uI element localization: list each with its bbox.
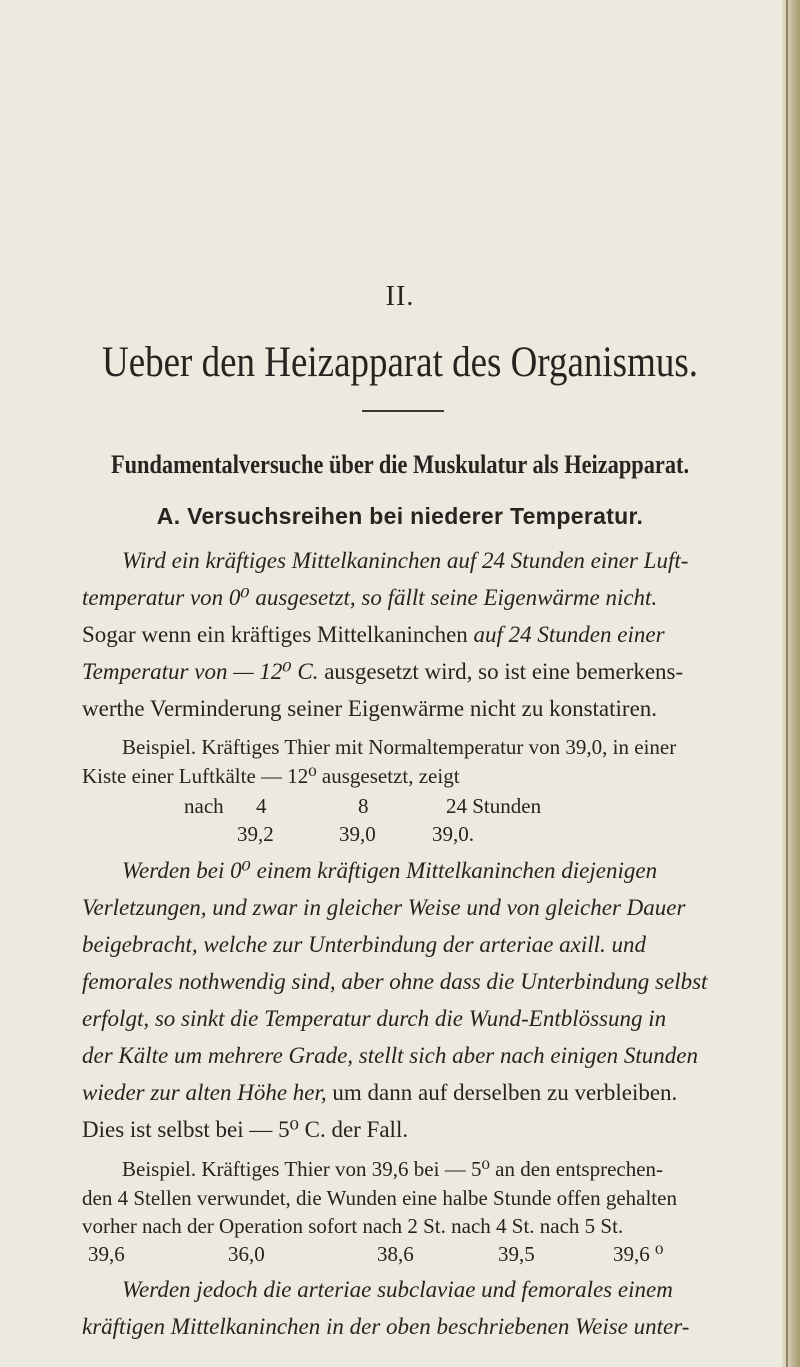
example1-line2: Kiste einer Luftkälte — 12⁰ ausgesetzt, zeigt [82,764,460,788]
example2-line1: Beispiel. Kräftiges Thier von 39,6 bei — 5⁰ an den entsprechen- [122,1157,664,1181]
paragraph2-line1: Werden bei 0⁰ einem kräftigen Mittelkaninchen diejenigen [122,858,658,883]
paragraph1-line2: temperatur von 0⁰ ausgesetzt, so fällt seine Eigenwärme nicht. [82,585,658,610]
example1-hour: 8 [358,794,369,818]
example2-temp: 36,0 [228,1242,265,1266]
paragraph3-line1: Werden jedoch die arteriae subclaviae und femorales einem [122,1277,673,1302]
paragraph2-line3: beigebracht, welche zur Unterbindung der arteriae axill. und [82,932,647,957]
example2-line2: den 4 Stellen verwundet, die Wunden eine halbe Stunde offen gehalten [82,1186,677,1210]
paragraph2-line6: der Kälte um mehrere Grade, stellt sich aber nach einigen Stunden [82,1043,698,1068]
paragraph2-line8: Dies ist selbst bei — 5⁰ C. der Fall. [82,1117,409,1142]
subtitle: Fundamentalversuche über die Muskulatur als Heizapparat. [110,450,690,479]
example2-temp: 38,6 [377,1242,414,1266]
example1-hour: 4 [256,794,267,818]
title-divider [362,410,444,412]
example2-temp: 39,6 [88,1242,125,1266]
example2-temp: 39,6 ⁰ [613,1242,664,1266]
example1-hour: 24 Stunden [446,794,542,818]
example1-temp: 39,2 [237,822,274,846]
example2-temp: 39,5 [498,1242,535,1266]
example1-row-label: nach [184,794,224,818]
example1-temp: 39,0 [339,822,376,846]
section-number: II. [385,281,415,312]
paragraph2-line5: erfolgt, so sinkt die Temperatur durch die Wund-Entblössung in [82,1006,667,1031]
paragraph1-line5: werthe Verminderung seiner Eigenwärme nicht zu konstatiren. [82,696,658,721]
example1-line1: Beispiel. Kräftiges Thier mit Normaltemperatur von 39,0, in einer [122,735,677,759]
paragraph1-line3: Sogar wenn ein kräftiges Mittelkaninchen auf 24 Stunden einer [82,622,665,647]
example2-line3: vorher nach der Operation sofort nach 2 St. nach 4 St. nach 5 St. [82,1214,624,1238]
example1-temp: 39,0. [432,822,474,846]
paragraph3-line2: kräftigen Mittelkaninchen in der oben beschriebenen Weise unter- [82,1314,690,1339]
paragraph2-line2: Verletzungen, und zwar in gleicher Weise und von gleicher Dauer [82,895,686,920]
paragraph2-line7: wieder zur alten Höhe her, um dann auf derselben zu verbleiben. [82,1080,678,1105]
series-heading: A. Versuchsreihen bei niederer Temperatur. [156,503,644,529]
paragraph2-line4: femorales nothwendig sind, aber ohne dass die Unterbindung selbst [82,969,708,994]
paragraph1-line1: Wird ein kräftiges Mittelkaninchen auf 24 Stunden einer Luft- [122,548,689,573]
paragraph1-line4: Temperatur von — 12⁰ C. ausgesetzt wird, so ist eine bemerkens- [82,659,684,684]
chapter-title: Ueber den Heizapparat des Organismus. [102,339,698,386]
